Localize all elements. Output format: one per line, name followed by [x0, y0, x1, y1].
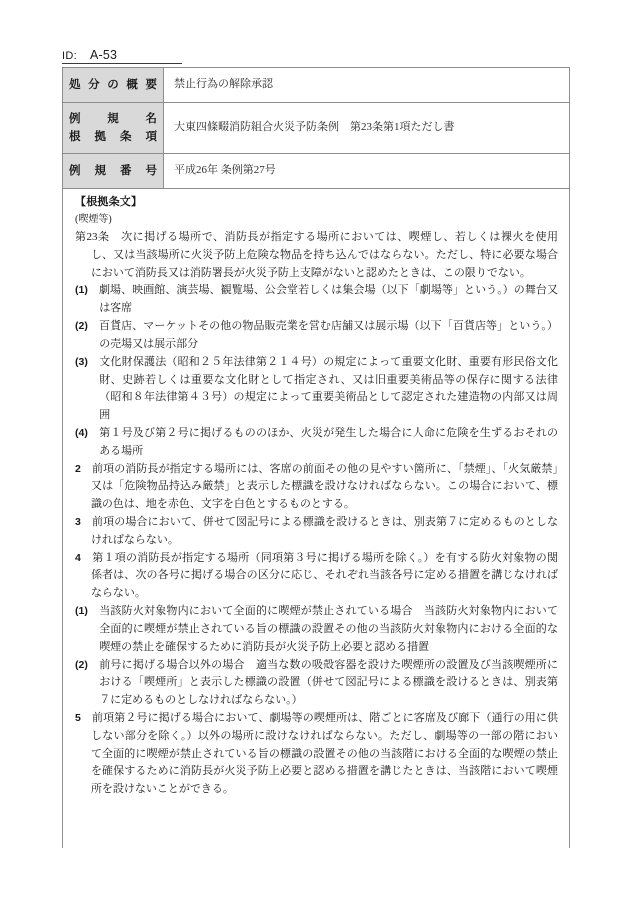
paragraph-text: 文化財保護法（昭和２５年法律第２１４号）の規定によって重要文化財、重要有形民俗文化財、史跡若しくは重要な文化財として指定され、又は旧重要美術品等の保存に関する法律（昭和８年法律第４３号）の規定によって重要美術品として認定された建造物の内部又は周囲 — [87, 355, 558, 422]
info-table-body — [63, 68, 570, 189]
paragraph-marker: (2) — [75, 320, 88, 333]
legal-paragraph — [75, 657, 558, 710]
row-label-line: 根 拠 条 項 — [69, 130, 157, 143]
document-info-table — [62, 67, 570, 189]
table-row — [63, 154, 570, 189]
legal-paragraph — [75, 318, 558, 354]
legal-text-body — [62, 187, 570, 848]
paragraph-marker: (1) — [75, 605, 88, 618]
legal-paragraph — [75, 282, 558, 318]
row-value-cell: 大東四條畷消防組合火災予防条例 第23条第1項ただし書 — [164, 102, 570, 154]
paragraph-text: 劇場、映画館、演芸場、観覧場、公会堂若しくは集会場（以下「劇場等」という。）の舞台又は客席 — [87, 284, 558, 315]
row-label-cell — [63, 154, 164, 189]
table-row — [63, 68, 570, 103]
paragraph-marker: (3) — [75, 355, 88, 368]
legal-paragraph — [75, 550, 558, 603]
paragraph-text: 前号に掲げる場合以外の場合 適当な数の吸殻容器を設けた喫煙所の設置及び当該喫煙所における「喫煙所」と表示した標識の設置（併せて図記号による標識を設けるときは、別表第７に定めるものとしなければならない。） — [87, 658, 558, 707]
row-value-cell: 平成26年 条例第27号 — [164, 154, 570, 189]
document-id-value: A-53 — [89, 48, 118, 62]
paragraph-text: 当該防火対象物内において全面的に喫煙が禁止されている場合 当該防火対象物内において全面的に喫煙が禁止されている旨の標識の設置その他の当該防火対象物内における全面的な喫煙の禁止を確保するために消防長が火災予防上必要と認める措置 — [87, 605, 558, 653]
paragraph-marker: (2) — [75, 658, 88, 671]
row-label-cell — [63, 68, 164, 103]
document-id-label: ID: — [62, 50, 77, 62]
paragraph-marker: 2 — [75, 462, 81, 475]
legal-paragraph — [75, 710, 558, 799]
paragraph-list — [75, 229, 558, 799]
row-label-cell — [63, 102, 164, 154]
row-label-line: 処分の概要 — [69, 78, 157, 91]
legal-paragraph — [75, 461, 558, 514]
article-caption: (喫煙等) — [75, 214, 112, 225]
paragraph-marker: (1) — [75, 284, 88, 297]
paragraph-text: 百貨店、マーケットその他の物品販売業を営む店舗又は展示場（以下「百貨店等」という。）の売場又は展示部分 — [87, 320, 558, 350]
row-label-line: 例 規 名 — [69, 112, 157, 125]
legal-paragraph — [75, 425, 558, 461]
paragraph-marker: 5 — [75, 711, 81, 724]
table-row — [63, 102, 570, 154]
paragraph-marker: 4 — [75, 551, 81, 564]
legal-paragraph — [75, 354, 558, 425]
paragraph-text: 前項の場合において、併せて図記号による標識を設けるときは、別表第７に定めるものとしなければならない。 — [80, 516, 558, 546]
section-title: 【根拠条文】 — [75, 196, 143, 208]
paragraph-marker: 第23条 — [75, 231, 110, 243]
paragraph-text: 第１項の消防長が指定する場所（同項第３号に掲げる場所を除く。）を有する防火対象物の関係者は、次の各号に掲げる場合の区分に応じ、それぞれ当該各号に定める措置を講じなければならない。 — [80, 551, 558, 600]
paragraph-text: 前項第２号に掲げる場合において、劇場等の喫煙所は、階ごとに客席及び廊下（通行の用に供しない部分を除く。）以外の場所に設けなければならない。ただし、劇場等の一部の階において全面的に喫煙が禁止されている旨の標識の設置その他の当該階における全面的な喫煙の禁止を確保するために消防長が火災予防上必要と認める措置を講じたときは、当該階において喫煙所を設けないことができる。 — [80, 711, 558, 796]
paragraph-text: 次に掲げる場所で、消防長が指定する場所においては、喫煙し、若しくは裸火を使用し、又は当該場所に火災予防上危険な物品を持ち込んではならない。ただし、特に必要な場合において消防長又は消防署長が火災予防上支障がないと認めたときは、この限りでない。 — [90, 231, 559, 279]
paragraph-text: 第１号及び第２号に掲げるもののほか、火災が発生した場合に人命に危険を生ずるおそれのある場所 — [87, 426, 558, 457]
row-value-cell: 禁止行為の解除承認 — [164, 68, 570, 103]
row-label-line: 例 規 番 号 — [69, 164, 157, 177]
paragraph-text: 前項の消防長が指定する場所には、客席の前面その他の見やすい箇所に、「禁煙」、「火気厳禁」又は「危険物品持込み厳禁」と表示した標識を設けなければならない。この場合において、標識の色は、地を赤色、文字を白色とするものとする。 — [80, 462, 558, 511]
legal-paragraph — [75, 514, 558, 550]
document-id-header — [62, 44, 182, 64]
paragraph-marker: (4) — [75, 426, 88, 439]
legal-paragraph — [75, 603, 558, 656]
legal-paragraph — [75, 229, 558, 282]
paragraph-marker: 3 — [75, 516, 81, 528]
